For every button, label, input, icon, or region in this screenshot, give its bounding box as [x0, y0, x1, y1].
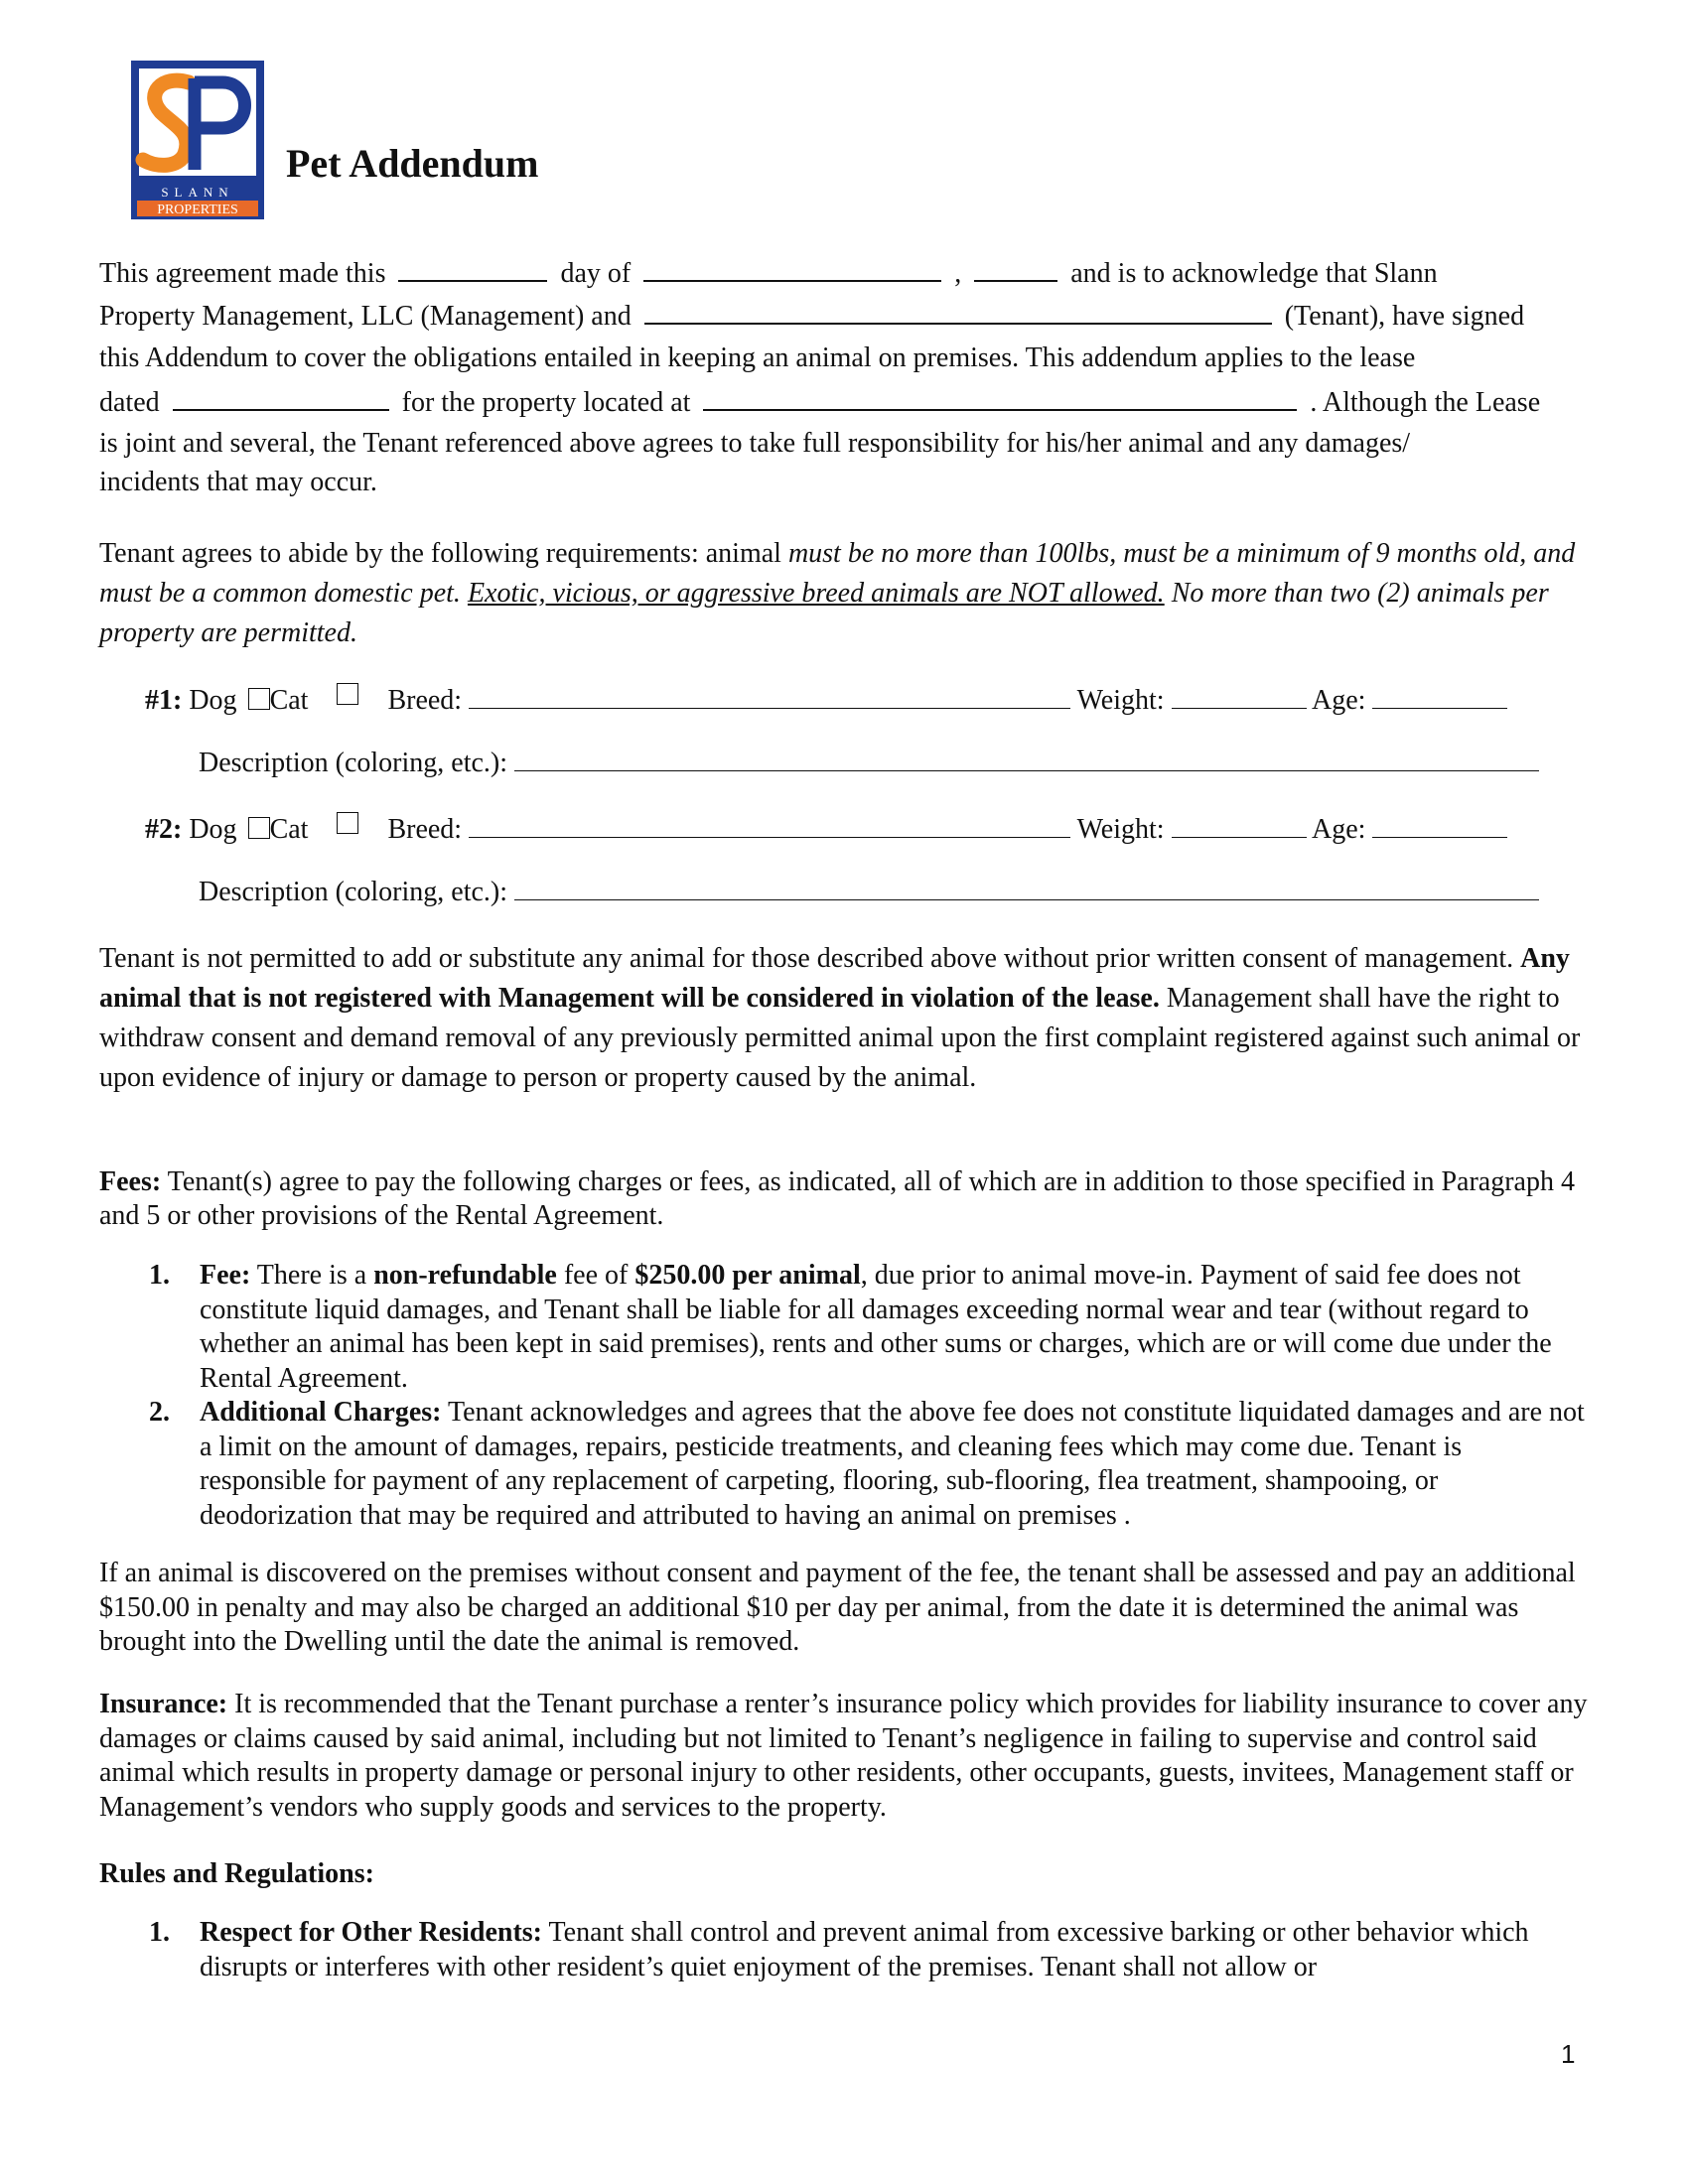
pet-1-row: #1: Dog Cat Breed: Weight: Age: [145, 683, 1507, 717]
requirements-paragraph: Tenant agrees to abide by the following requirements: animal must be no more than 100lbs, must be a minimum of 9 months old, and must be a common domestic pet. Exotic, vicious, or aggressive breed animals are NOT allowed. No more than two (2) animals per property are permitted. [99, 538, 1576, 648]
date-year-field[interactable] [974, 256, 1057, 282]
intro-line-5: is joint and several, the Tenant referenced above agrees to take full responsibility for his/her animal and any damages/ [99, 428, 1411, 459]
consent-paragraph: Tenant is not permitted to add or substitute any animal for those described above without prior written consent of management. Any animal that is not registered with Management will be considered in violation of the lease. Management shall have the right to withdraw consent and demand removal of any previously permitted animal upon the first complaint registered against such animal or upon evidence of injury or damage to person or property caused by the animal. [99, 943, 1581, 1093]
page-number: 1 [1561, 2039, 1576, 2069]
pet-2-description-row: Description (coloring, etc.): [199, 876, 1539, 908]
fees-list [99, 1259, 1589, 1533]
fee-item: 1. Fee: There is a non-refundable fee of $250.00 per animal, due prior to animal move-in. Payment of said fee does not constitute liquid damages, and Tenant shall be liable for all damages exceeding normal wear and tear (without regard to whether an animal has been kept in said premises), rents and other sums or charges, which are or will come due under the Rental Agreement. [149, 1260, 1552, 1394]
insurance-paragraph: Insurance: It is recommended that the Tenant purchase a renter’s insurance policy which provides for liability insurance to cover any damages or claims caused by said animal, including but not limited to Tenant’s negligence in failing to supervise and control said animal which results in property damage or personal injury to other residents, other occupants, guests, invitees, Management staff or Management’s vendors who supply goods and services to the property. [99, 1689, 1588, 1823]
pet-1-weight-field[interactable] [1172, 684, 1307, 709]
intro-line-3: this Addendum to cover the obligations entailed in keeping an animal on premises. This addendum applies to the lease [99, 342, 1416, 373]
pet-1-breed-field[interactable] [469, 684, 1070, 709]
pet-2-weight-field[interactable] [1172, 813, 1307, 838]
pet-2-dog-checkbox[interactable] [248, 817, 270, 839]
fee-amount: $250.00 per animal [634, 1260, 861, 1291]
rules-heading: Rules and Regulations: [99, 1858, 374, 1889]
pet-2-row: #2: Dog Cat Breed: Weight: Age: [145, 812, 1507, 846]
lease-date-field[interactable] [173, 385, 389, 411]
pet-1-age-field[interactable] [1372, 684, 1507, 709]
rules-list [99, 1916, 1589, 1984]
pet-2-breed-field[interactable] [469, 813, 1070, 838]
pet-2-description-field[interactable] [514, 876, 1539, 900]
intro-line-6: incidents that may occur. [99, 467, 377, 497]
slann-properties-logo [131, 61, 264, 219]
pet-1-description-field[interactable] [514, 747, 1539, 771]
pet-2-age-field[interactable] [1372, 813, 1507, 838]
prohibited-breeds-notice: Exotic, vicious, or aggressive breed animals are NOT allowed. [467, 578, 1165, 609]
penalty-paragraph: If an animal is discovered on the premises without consent and payment of the fee, the tenant shall be assessed and pay an additional $150.00 in penalty and may also be charged an additional $10 per day per animal, from the date it is determined the animal was brought into the Dwelling until the date the animal is removed. [99, 1558, 1576, 1657]
registration-warning: Any animal that is not registered with Management will be considered in violation of the lease. [99, 943, 1570, 1014]
pet-1-cat-checkbox[interactable] [337, 683, 358, 705]
date-month-field[interactable] [643, 256, 941, 282]
page-title: Pet Addendum [286, 141, 539, 186]
rule-item: 1. Respect for Other Residents: Tenant shall control and prevent animal from excessive barking or other behavior which disrupts or interferes with other resident’s quiet enjoyment of the premises. Tenant shall not allow or [149, 1917, 1529, 1982]
intro-line-1: This agreement made this day of , and is to acknowledge that Slann [99, 258, 1438, 289]
logo-word-properties: PROPERTIES [157, 203, 238, 217]
pet-2-cat-checkbox[interactable] [337, 812, 358, 834]
logo-word-slann: SLANN [161, 185, 234, 200]
intro-line-4: dated for the property located at . Although the Lease [99, 387, 1541, 418]
pet-1-dog-checkbox[interactable] [248, 688, 270, 710]
property-address-field[interactable] [703, 385, 1297, 411]
company-logo [131, 61, 264, 219]
fees-paragraph: Fees: Tenant(s) agree to pay the following charges or fees, as indicated, all of which are in addition to those specified in Paragraph 4 and 5 or other provisions of the Rental Agreement. [99, 1166, 1575, 1231]
tenant-name-field[interactable] [644, 299, 1272, 325]
additional-charges-item: 2. Additional Charges: Tenant acknowledges and agrees that the above fee does not constitute liquidated damages and are not a limit on the amount of damages, repairs, pesticide treatments, and cleaning fees which may come due. Tenant is responsible for payment of any replacement of carpeting, flooring, sub-flooring, flea treatment, shampooing, or deodorization that may be required and attributed to having an animal on premises . [149, 1397, 1585, 1531]
pet-1-description-row: Description (coloring, etc.): [199, 747, 1539, 779]
intro-line-2: Property Management, LLC (Management) and (Tenant), have signed [99, 301, 1525, 332]
date-day-field[interactable] [398, 256, 547, 282]
